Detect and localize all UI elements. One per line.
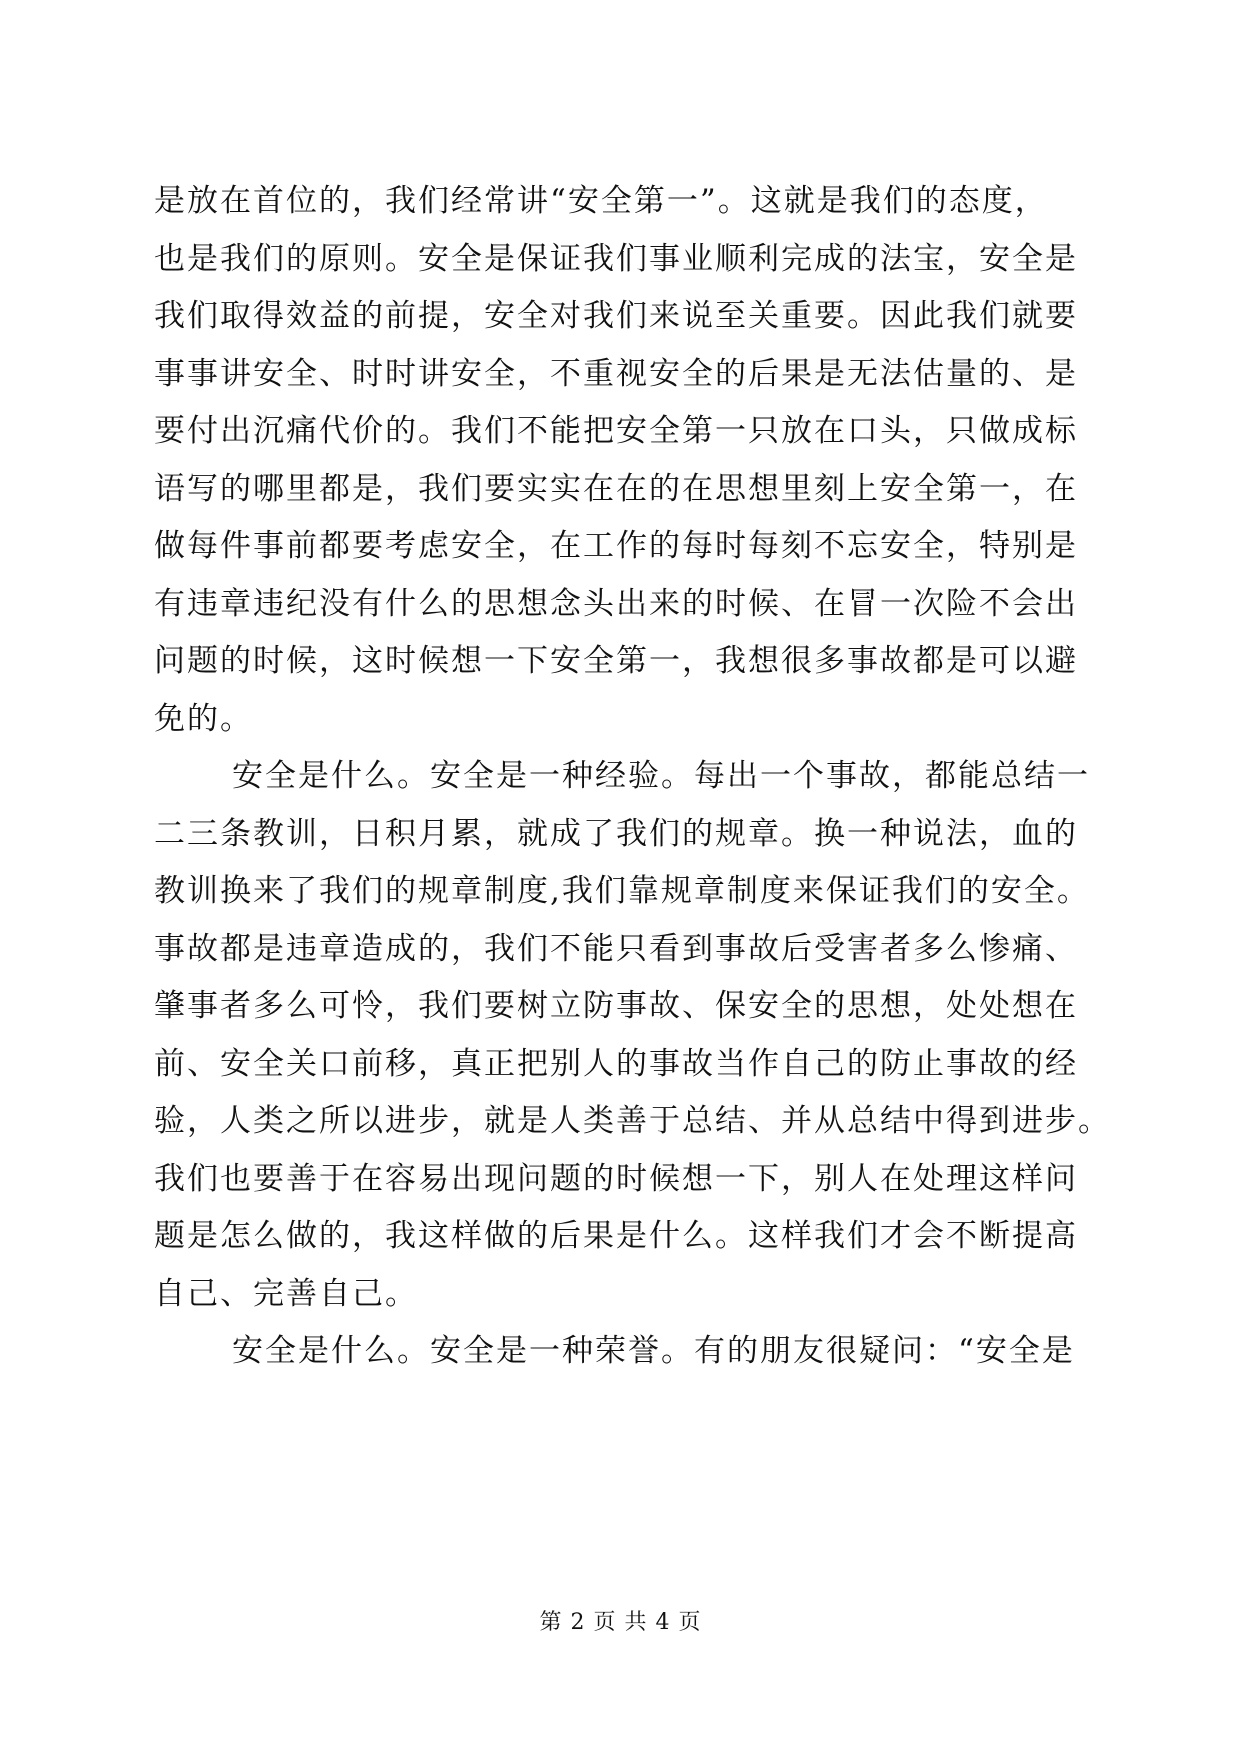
text-line: 教训换来了我们的规章制度,我们靠规章制度来保证我们的安全。 bbox=[154, 873, 1090, 909]
text-line: 安全是什么。安全是一种经验。每出一个事故，都能总结一 bbox=[232, 758, 1090, 794]
text-line: 前、安全关口前移，真正把别人的事故当作自己的防止事故的经 bbox=[154, 1045, 1078, 1082]
text-line: 自己、完善自己。 bbox=[154, 1275, 418, 1312]
text-line: 语写的哪里都是，我们要实实在在的在思想里刻上安全第一，在 bbox=[154, 470, 1078, 507]
body-text bbox=[154, 173, 1111, 1381]
text-line: 事故都是违章造成的，我们不能只看到事故后受害者多么惨痛、 bbox=[154, 930, 1078, 967]
text-line: 问题的时候，这时候想一下安全第一，我想很多事故都是可以避 bbox=[154, 643, 1078, 679]
text-line: 我们取得效益的前提，安全对我们来说至关重要。因此我们就要 bbox=[154, 298, 1078, 334]
text-line: 题是怎么做的，我这样做的后果是什么。这样我们才会不断提高 bbox=[154, 1218, 1078, 1254]
text-line: 要付出沉痛代价的。我们不能把安全第一只放在口头，只做成标 bbox=[154, 413, 1078, 449]
text-line: 也是我们的原则。安全是保证我们事业顺利完成的法宝，安全是 bbox=[154, 240, 1078, 277]
text-line: 事事讲安全、时时讲安全，不重视安全的后果是无法估量的、是 bbox=[154, 355, 1078, 392]
text-line: 做每件事前都要考虑安全，在工作的每时每刻不忘安全，特别是 bbox=[154, 528, 1078, 564]
text-line: 安全是什么。安全是一种荣誉。有的朋友很疑问：“安全是 bbox=[232, 1333, 1075, 1369]
text-line: 是放在首位的，我们经常讲“安全第一”。这就是我们的态度， bbox=[154, 183, 1048, 219]
page-footer bbox=[0, 1605, 1241, 1636]
page-number-label: 第 2 页 共 4 页 bbox=[539, 1610, 702, 1635]
text-line: 二三条教训，日积月累，就成了我们的规章。换一种说法，血的 bbox=[154, 815, 1078, 852]
text-line: 我们也要善于在容易出现问题的时候想一下，别人在处理这样问 bbox=[154, 1160, 1078, 1197]
text-line: 免的。 bbox=[154, 700, 253, 737]
paragraph-3 bbox=[154, 1323, 1094, 1381]
text-line: 验，人类之所以进步，就是人类善于总结、并从总结中得到进步。 bbox=[154, 1103, 1111, 1139]
text-line: 肇事者多么可怜，我们要树立防事故、保安全的思想，处处想在 bbox=[154, 988, 1078, 1024]
paragraph-1 bbox=[154, 173, 1094, 748]
paragraph-2 bbox=[154, 748, 1111, 1323]
text-line: 有违章违纪没有什么的思想念头出来的时候、在冒一次险不会出 bbox=[154, 585, 1078, 622]
